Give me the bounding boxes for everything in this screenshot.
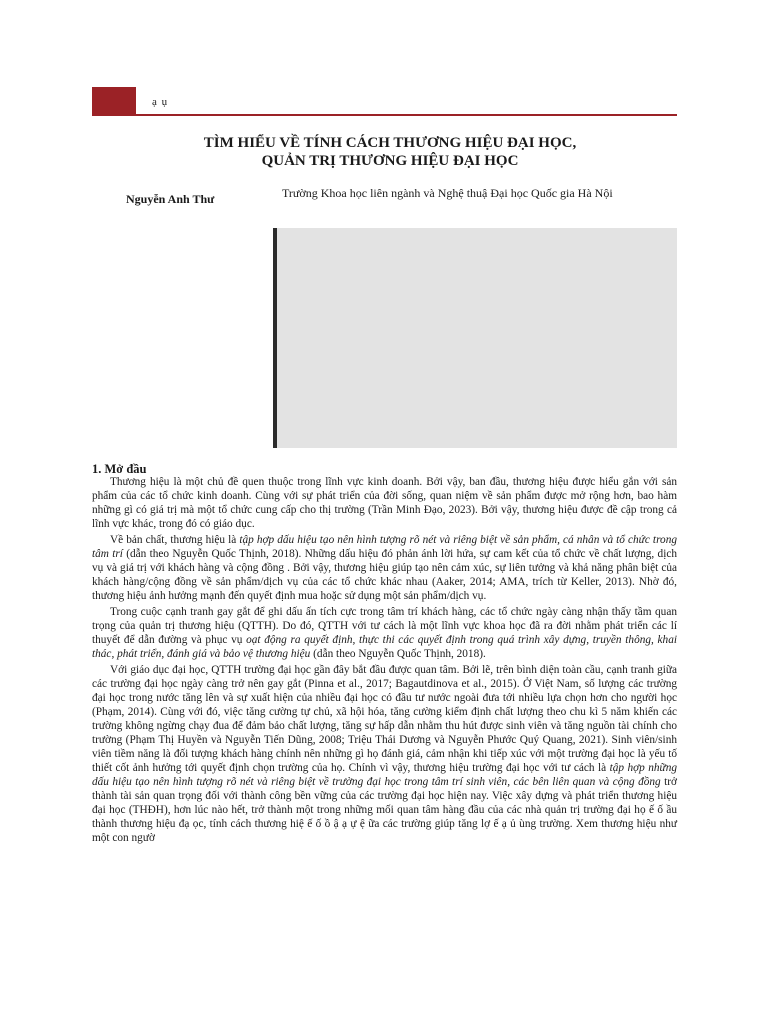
p2-text-d: . Bởi vậy, thương hiệu giúp tạo nên cảm xúc, sự liên tưởng và khả năng phân biệt của khách hàng/cộng đồng về sản phẩm/dịch vụ của các tổ chức khác nhau (Aaker, 2014; AMA, trích từ Keller, 2013). Nhờ đó, thương hiệu ảnh hưởng mạnh đến quyết định mua hoặc sử dụng một sản phẩm/dịch vụ. bbox=[92, 562, 677, 602]
title-line-2: QUẢN TRỊ THƯƠNG HIỆU ĐẠI HỌC bbox=[261, 153, 519, 169]
header-accent-block bbox=[92, 87, 136, 115]
header-rule bbox=[92, 114, 677, 116]
abstract-box bbox=[273, 228, 677, 448]
p2-text-a: Về bản chất, thương hiệu là bbox=[110, 534, 240, 546]
paragraph-4 bbox=[92, 663, 677, 845]
section-body bbox=[92, 475, 677, 845]
section-heading: 1. Mở đầu bbox=[92, 462, 147, 476]
p4-definition: tập hợp những dấu hiệu tạo nên hình tượng rõ nét và riêng biệt về trường đại học trong tâm trí sinh viên, các bên liên quan và cộng đồng bbox=[92, 762, 677, 788]
paragraph-2 bbox=[92, 533, 677, 603]
paragraph-3 bbox=[92, 605, 677, 661]
author-name: Nguyễn Anh Thư bbox=[126, 192, 215, 206]
p2-text-c: (dẫn theo Nguyễn Quốc Thịnh, 2018). Những dấu hiệu đó phản ánh lời hứa, sự cam kết của tổ chức về chất lượng, dịch vụ và giá trị với khách hàng và cộng đồng bbox=[92, 548, 677, 574]
p3-definition: oạt động ra quyết định, thực thi các quyết định trong quá trình xây dựng, truyền thông, khai thác, phát triển, đánh giá và bảo vệ thương hiệu bbox=[92, 634, 677, 660]
running-header: ạ ụ bbox=[152, 96, 169, 108]
paragraph-1: Thương hiệu là một chủ đề quen thuộc trong lĩnh vực kinh doanh. Bởi vậy, ban đầu, thương hiệu được hiểu gắn với sản phẩm của các tổ chức kinh doanh. Cùng với sự phát triển của đời sống, quan niệm về sản phẩm được mở rộng hơn, bao hàm những gì có giá trị mà một tổ chức cung cấp cho thị trường (Trần Minh Đạo, 2023). Bởi vậy, thương hiệu được đề cập trong cả lĩnh vực khác, trong đó có giáo dục. bbox=[92, 476, 677, 530]
p4-text-a: Với giáo dục đại học, QTTH trường đại học gần đây bắt đầu được quan tâm. Bởi lẽ, trên bình diện toàn cầu, cạnh tranh giữa các trường đại học ngày càng trở nên gay gắt (Pinna et al., 2017; Bagautdinova et al., 2015). Ở Việt Nam, số lượng các trường đại học trong nước tăng lên và sự xuất hiện của nhiều đại học có đầu tư nước ngoài đưa tới nhiều lựa chọn hơn cho người học (Phạm, 2014). Cùng với đó, việc tăng cường tự chủ, xã hội hóa, tăng cường kiểm định chất lượng theo chu kì 5 năm khiến các trường không ngừng chạy đua để đảm bảo chất lượng, tăng sự hấp dẫn nhằm thu hút được sinh viên và tăng nguồn tài chính cho trường (Phạm Thị Huyền và Nguyễn Tiến Dũng, 2008; Triệu Thái Dương và Nguyễn Phước Quý Quang, 2021). Sinh viên/sinh viên tiềm năng là đối tượng khách hàng chính nên những gì họ đánh giá, cảm nhận khi tiếp xúc với một trường đại học là yếu tố thiết cốt ảnh hưởng tới quyết định chọn trường của họ. Chính vì vậy, thương hiệu trường đại học với tư cách là bbox=[92, 664, 677, 774]
author-affiliation: Trường Khoa học liên ngành và Nghệ thuậ Đại học Quốc gia Hà Nội bbox=[282, 186, 613, 200]
title-line-1: TÌM HIỂU VỀ TÍNH CÁCH THƯƠNG HIỆU ĐẠI HỌC, bbox=[203, 135, 577, 151]
p4-text-d: ế ố ầu thành thương hiệu đạ ọc, tính cách thương hiệ ế ố ồ ậ ạ ự bbox=[92, 804, 677, 830]
p3-text-a: Trong cuộc cạnh tranh gay gắt để ghi dấu ấn tích cực trong tâm trí khách hàng, các tổ chức ngày càng nhận thấy tầm quan trọng của quản trị thương hiệu (QTTH). Do đó, QTTH với tư cách là một lĩnh vực khoa học đã ra đời nhằm phát triển các lí thuyết để dẫn đường và phục vụ bbox=[92, 606, 677, 646]
p2-definition: tập hợp dấu hiệu tạo nên hình tượng rõ nét và riêng biệt về sản phẩm, cá nhân và tổ chức trong tâm trí bbox=[92, 534, 677, 560]
paper-title bbox=[150, 134, 630, 170]
p4-text-c: trở thành tài sản quan trọng đối với thành công bền vững của các trường đại học hiện nay. Việc xây dựng và phát triển thương hiệu đại học (THĐH), hơn lúc nào hết, trở thành một trong những mối quan tâm hàng đầu của các nhà quản trị trường đại họ bbox=[92, 776, 677, 816]
p3-text-c: (dẫn theo Nguyễn Quốc Thịnh, 2018). bbox=[310, 648, 486, 660]
p4-text-e: ệ ữa các trường giúp tăng lợ ế ạ ủ ùng trường. Xem thương hiệu như một con ngườ bbox=[92, 818, 677, 844]
